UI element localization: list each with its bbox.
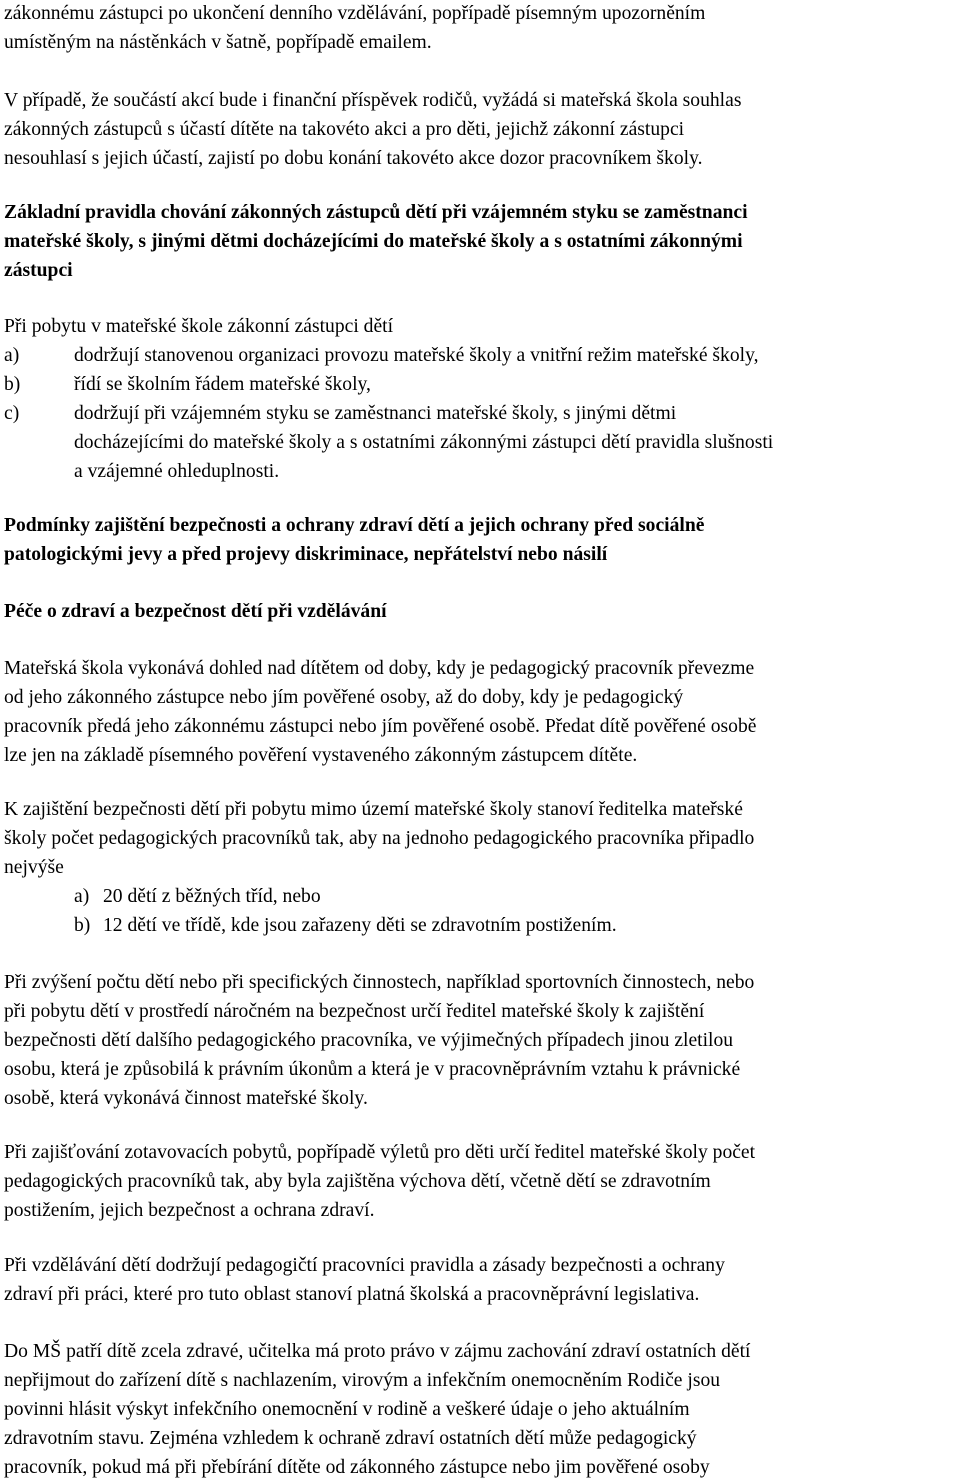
list-item-continuation: docházejícími do mateřské školy a s ostatními zákonnými zástupci dětí pravidla slušnosti (74, 432, 774, 453)
paragraph-safety-principles (4, 1251, 956, 1309)
text-line: zdraví při práci, které pro tuto oblast stanoví platná školská a pracovněprávní legislativa. (4, 1284, 700, 1305)
text-line: pedagogických pracovníků tak, aby byla zajištěna výchova dětí, včetně dětí se zdravotním (4, 1171, 711, 1192)
list-item-text: dodržují stanovenou organizaci provozu mateřské školy a vnitřní režim mateřské školy, (74, 345, 759, 366)
paragraph-supervision (4, 654, 956, 770)
list-item-b (4, 911, 956, 940)
list-item-text: řídí se školním řádem mateřské školy, (74, 374, 371, 395)
list-marker: b) (74, 915, 91, 936)
heading-line: mateřské školy, s jinými dětmi docházejícími do mateřské školy a s ostatními zákonnými (4, 231, 743, 252)
text-line: pracovník předá jeho zákonnému zástupci nebo jím pověřené osobě. Předat dítě pověřené osobě (4, 716, 757, 737)
paragraph-increased-supervision (4, 968, 956, 1113)
text-line: osobě, která vykonává činnost mateřské školy. (4, 1088, 368, 1109)
text-line: školy počet pedagogických pracovníků tak, aby na jednoho pedagogického pracovníka připadlo (4, 828, 755, 849)
list-marker: a) (74, 886, 90, 907)
paragraph-intro-continuation (4, 0, 956, 57)
list-item-b (4, 370, 956, 399)
text-line: bezpečnosti dětí dalšího pedagogického pracovníka, ve výjimečných případech jinou zletilou (4, 1030, 734, 1051)
list-item-text: 12 dětí ve třídě, kde jsou zařazeny děti se zdravotním postižením. (103, 915, 617, 936)
paragraph-financial-contribution (4, 86, 956, 173)
heading-line: patologickými jevy a před projevy diskriminace, nepřátelství nebo násilí (4, 544, 608, 565)
text-line: Mateřská škola vykonává dohled nad dítětem od doby, kdy je pedagogický pracovník převezme (4, 658, 755, 679)
text-line: od jeho zákonného zástupce nebo jím pověřené osoby, až do doby, kdy je pedagogický (4, 687, 684, 708)
text-line: zákonných zástupců s účastí dítěte na takovéto akci a pro děti, jejichž zákonní zástupci (4, 119, 685, 140)
text-line: při pobytu dětí v prostředí náročném na bezpečnost určí ředitel mateřské školy k zajištění (4, 1001, 705, 1022)
heading-safety-conditions (4, 511, 956, 569)
list-item-a (4, 882, 956, 911)
heading-basic-rules (4, 198, 956, 285)
text-line: postižením, jejich bezpečnost a ochrana zdraví. (4, 1200, 375, 1221)
paragraph-trips (4, 1138, 956, 1225)
heading-line: Podmínky zajištění bezpečnosti a ochrany zdraví dětí a jejich ochrany před sociálně (4, 515, 705, 536)
list-item-text: dodržují při vzájemném styku se zaměstnanci mateřské školy, s jinými dětmi (74, 403, 677, 424)
list-marker: b) (4, 374, 21, 395)
list-item-continuation: a vzájemné ohleduplnosti. (74, 461, 280, 482)
paragraph-outside-premises (4, 795, 956, 940)
heading-line: Péče o zdraví a bezpečnost dětí při vzdělávání (4, 601, 387, 622)
list-item-c (4, 399, 956, 428)
text-line: povinni hlásit výskyt infekčního onemocnění v rodině a veškeré údaje o jeho aktuálním (4, 1399, 690, 1420)
text-line: Při vzdělávání dětí dodržují pedagogičtí pracovníci pravidla a zásady bezpečnosti a ochrany (4, 1255, 725, 1276)
heading-line: Základní pravidla chování zákonných zástupců dětí při vzájemném styku se zaměstnanci (4, 202, 748, 223)
text-line: nepřijmout do zařízení dítě s nachlazením, virovým a infekčním onemocněním Rodiče jsou (4, 1370, 721, 1391)
text-line: zdravotním stavu. Zejména vzhledem k ochraně zdraví ostatních dětí může pedagogický (4, 1428, 697, 1449)
list-item-text: 20 dětí z běžných tříd, nebo (103, 886, 321, 907)
text-line: pracovník, pokud má při přebírání dítěte od zákonného zástupce nebo jim pověřené osoby (4, 1457, 710, 1478)
section-stay-in-school (4, 312, 956, 486)
heading-line: zástupci (4, 260, 73, 281)
list-marker: c) (4, 403, 20, 424)
list-intro: Při pobytu v mateřské škole zákonní zástupci dětí (4, 316, 394, 337)
text-line: K zajištění bezpečnosti dětí při pobytu mimo území mateřské školy stanoví ředitelka mateřské (4, 799, 743, 820)
text-line: Do MŠ patří dítě zcela zdravé, učitelka má proto právo v zájmu zachování zdraví ostatních dětí (4, 1341, 751, 1362)
text-line: zákonnému zástupci po ukončení denního vzdělávání, popřípadě písemným upozorněním (4, 3, 706, 24)
heading-health-care (4, 597, 956, 626)
text-line: nesouhlasí s jejich účastí, zajistí po dobu konání takovéto akce dozor pracovníkem školy. (4, 148, 703, 169)
list-marker: a) (4, 345, 20, 366)
text-line: Při zvýšení počtu dětí nebo při specifických činnostech, například sportovních činnostech, nebo (4, 972, 755, 993)
text-line: nejvýše (4, 857, 64, 878)
list-item-a (4, 341, 956, 370)
text-line: Při zajišťování zotavovacích pobytů, popřípadě výletů pro děti určí ředitel mateřské školy počet (4, 1142, 756, 1163)
paragraph-illness (4, 1337, 956, 1480)
text-line: lze jen na základě písemného pověření vystaveného zákonným zástupcem dítěte. (4, 745, 638, 766)
text-line: umístěným na nástěnkách v šatně, popřípadě emailem. (4, 32, 432, 53)
text-line: V případě, že součástí akcí bude i finanční příspěvek rodičů, vyžádá si mateřská škola souhlas (4, 90, 742, 111)
text-line: osobu, která je způsobilá k právním úkonům a která je v pracovněprávním vztahu k právnické (4, 1059, 741, 1080)
